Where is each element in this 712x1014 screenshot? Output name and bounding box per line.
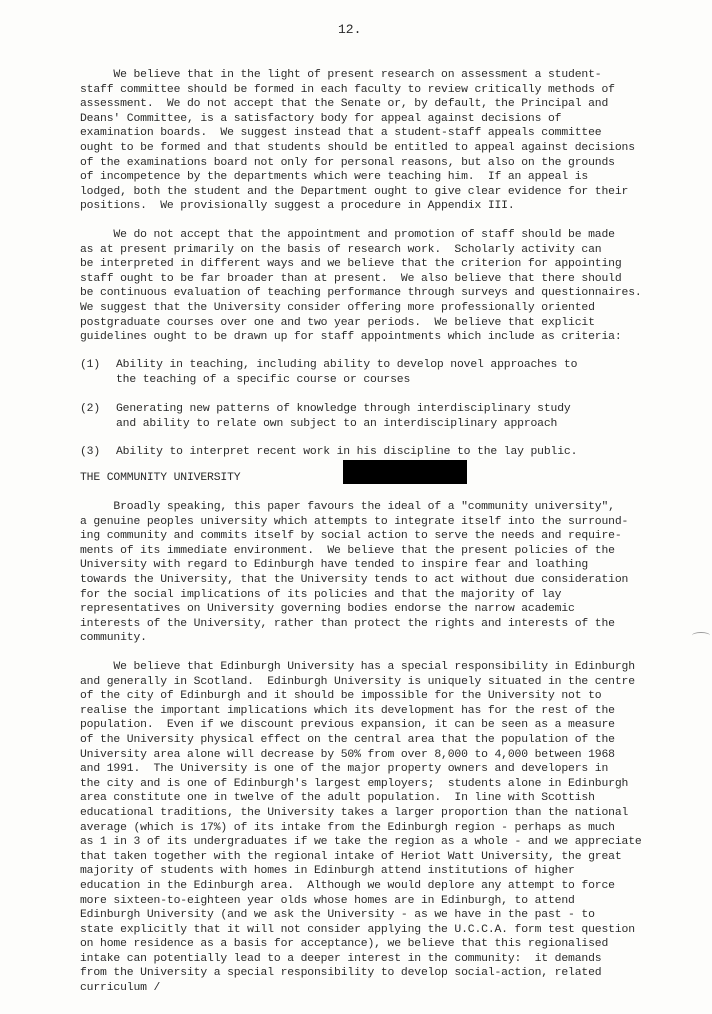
text-line: of incompetence by the departments which were teaching him. If an appeal is	[80, 171, 589, 184]
criterion-line: and ability to relate own subject to an interdisciplinary approach	[116, 417, 558, 430]
text-line: area constitute one in twelve of the adult population. In line with Scottish	[80, 792, 595, 805]
text-line: positions. We provisionally suggest a procedure in Appendix III.	[80, 200, 515, 213]
paragraph-community-university	[80, 500, 700, 646]
text-line: assessment. We do not accept that the Senate or, by default, the Principal and	[80, 98, 609, 111]
text-line: as at present primarily on the basis of research work. Scholarly activity can	[80, 243, 602, 256]
text-line: curriculum /	[80, 982, 161, 995]
paragraph-assessment	[80, 68, 700, 214]
text-line: We believe that in the light of present research on assessment a student-	[80, 69, 602, 81]
text-line: Deans' Committee, is a satisfactory body for appeal against decisions of	[80, 112, 562, 125]
text-line: ought to be formed and that students should be entitled to appeal against decisions	[80, 141, 635, 154]
text-line: examination boards. We suggest instead that a student-staff appeals committee	[80, 127, 602, 140]
text-line: be interpreted in different ways and we believe that the criterion for appointing	[80, 258, 622, 271]
text-line: Broadly speaking, this paper favours the ideal of a "community university",	[80, 501, 615, 513]
paragraph-edinburgh-responsibility	[80, 660, 700, 996]
text-line: We believe that Edinburgh University has a special responsibility in Edinburgh	[80, 661, 635, 673]
criterion-number: (3)	[80, 446, 101, 458]
text-line: ing community and commits itself by social action to serve the needs and require-	[80, 530, 622, 543]
paragraph-staff-appointments	[80, 228, 700, 345]
text-line: average (which is 17%) of its intake from the Edinburgh region - perhaps as much	[80, 821, 615, 834]
text-line: interests of the University, rather than protect the rights and interests of the	[80, 617, 615, 630]
text-line: be continuous evaluation of teaching performance through surveys and questionnaires.	[80, 287, 642, 300]
text-line: of the city of Edinburgh and it should be impossible for the University not to	[80, 690, 602, 703]
criterion-line: the teaching of a specific course or courses	[116, 373, 411, 386]
text-line: on home residence as a basis for acceptance), we believe that this regionalised	[80, 938, 609, 951]
text-line: staff ought to be far broader than at present. We also believe that there should	[80, 272, 622, 285]
text-line: Edinburgh University (and we ask the University - as we have in the past - to	[80, 909, 595, 922]
text-line: representatives on University governing bodies endorse the narrow academic	[80, 603, 575, 616]
text-line: majority of students with homes in Edinburgh attend institutions of higher	[80, 865, 575, 878]
text-line: lodged, both the student and the Department ought to give clear evidence for their	[80, 185, 629, 198]
text-line: population. Even if we discount previous expansion, it can be seen as a measure	[80, 719, 615, 732]
text-line: more sixteen-to-eighteen year olds whose homes are in Edinburgh, to attend	[80, 894, 575, 907]
text-line: intake can potentially lead to a deeper interest in the community: it demands	[80, 952, 602, 965]
criterion-line: Ability in teaching, including ability to develop novel approaches to	[116, 359, 578, 371]
criterion-number: (2)	[80, 403, 101, 415]
text-line: towards the University, that the University tends to act without due consideration	[80, 573, 629, 586]
text-line: and 1991. The University is one of the major property owners and developers in	[80, 763, 609, 776]
text-line: staff committee should be formed in each faculty to review critically methods of	[80, 83, 615, 96]
text-line: and generally in Scotland. Edinburgh University is uniquely situated in the centre	[80, 675, 635, 688]
text-line: as 1 in 3 of its undergraduates if we take the region as a whole - and we appreciate	[80, 836, 642, 849]
margin-mark	[692, 632, 710, 639]
redaction-box	[343, 460, 467, 484]
text-line: state explicitly that it will not consider applying the U.C.C.A. form test question	[80, 923, 635, 936]
text-line: guidelines ought to be drawn up for staff appointments which include as criteria:	[80, 331, 622, 344]
text-line: from the University a special responsibility to develop social-action, related	[80, 967, 602, 980]
text-line: of the examinations board not only for personal reasons, but also on the grounds	[80, 156, 615, 169]
text-line: a genuine peoples university which attempts to integrate itself into the surround-	[80, 515, 629, 528]
text-line: University area alone will decrease by 50% from over 8,000 to 4,000 between 1968	[80, 748, 615, 761]
text-line: community.	[80, 632, 147, 645]
text-line: ments of its immediate environment. We believe that the present policies of the	[80, 544, 615, 557]
text-line: educational traditions, the University takes a larger proportion than the national	[80, 806, 629, 819]
text-line: of the University physical effect on the central area that the population of the	[80, 733, 615, 746]
section-heading: THE COMMUNITY UNIVERSITY	[80, 472, 241, 484]
text-line: We suggest that the University consider offering more professionally oriented	[80, 301, 595, 314]
page-number: 12.	[338, 22, 362, 37]
criterion-number: (1)	[80, 359, 101, 371]
criterion-line: Generating new patterns of knowledge through interdisciplinary study	[116, 403, 571, 415]
text-line: the city and is one of Edinburgh's largest employers; students alone in Edinburgh	[80, 777, 629, 790]
text-line: realise the important implications which its development has for the rest of the	[80, 704, 615, 717]
text-line: University with regard to Edinburgh have tended to inspire fear and loathing	[80, 559, 589, 572]
text-line: for the social implications of its policies and that the majority of lay	[80, 588, 562, 601]
text-line: postgraduate courses over one and two year periods. We believe that explicit	[80, 316, 595, 329]
text-line: education in the Edinburgh area. Although we would deplore any attempt to force	[80, 879, 615, 892]
text-line: We do not accept that the appointment and promotion of staff should be made	[80, 229, 615, 241]
text-line: that taken together with the regional intake of Heriot Watt University, the great	[80, 850, 622, 863]
criterion-line: Ability to interpret recent work in his discipline to the lay public.	[116, 446, 578, 458]
